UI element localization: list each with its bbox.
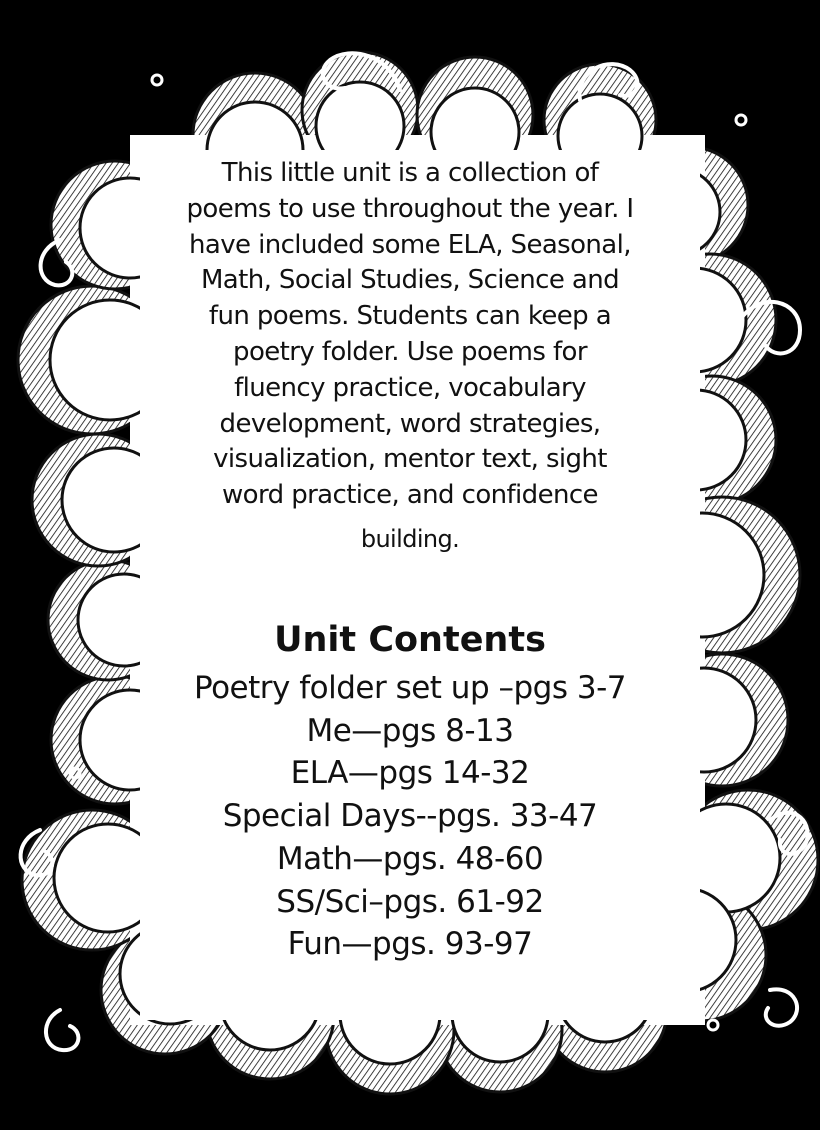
intro-line: building. (360, 524, 460, 553)
contents-item-special-days: Special Days--pgs. 33-47 (222, 798, 598, 835)
swirl-bottom-left (46, 1010, 78, 1050)
intro-line: poetry folder. Use poems for (233, 336, 587, 367)
intro-line: fluency practice, vocabulary (234, 372, 586, 403)
unit-contents-list (120, 667, 700, 966)
contents-item-fun: Fun—pgs. 93-97 (287, 926, 533, 963)
contents-item-poetry-folder: Poetry folder set up –pgs 3-7 (194, 670, 626, 706)
contents-item-math: Math—pgs. 48-60 (276, 840, 544, 877)
intro-line: word practice, and confidence (222, 480, 598, 511)
intro-line: development, word strategies, (219, 408, 601, 439)
unit-contents-heading: Unit Contents (274, 620, 546, 660)
intro-line: Math, Social Studies, Science and (200, 265, 620, 296)
intro-line: fun poems. Students can keep a (208, 301, 612, 332)
intro-paragraph (130, 156, 690, 558)
intro-line: visualization, mentor text, sight (213, 444, 607, 475)
contents-item-me: Me—pgs 8-13 (306, 712, 514, 749)
swirl-bottom-right (766, 989, 797, 1025)
contents-item-ela: ELA—pgs 14-32 (290, 755, 530, 792)
contents-item-ss-sci: SS/Sci–pgs. 61-92 (276, 883, 544, 920)
intro-line: have included some ELA, Seasonal, (189, 229, 631, 260)
intro-line: This little unit is a collection of (221, 158, 599, 188)
intro-line: poems to use throughout the year. I (186, 193, 634, 224)
